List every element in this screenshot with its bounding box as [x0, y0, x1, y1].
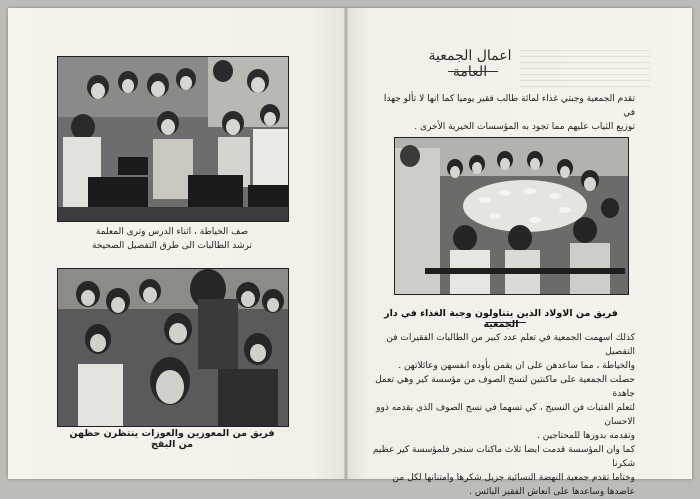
caption-line: صف الخياطة ، اثناء الدرس وترى المعلمة	[95, 227, 249, 237]
sewing-class-caption	[62, 225, 282, 253]
women-waiting-caption: فريق من المعوزين والعوزات ينتظرن حظهن من البقج	[69, 428, 275, 450]
text-line: والخياطة ، مما ساعدهن على ان يقمن بأوده انفسهن وعائلاتهن .	[398, 361, 635, 371]
text-line: حصلت الجمعية على ماكنتين لنسج الصوف من مؤسسة كير وهي تعمل جاهدة	[375, 375, 635, 399]
caption-line: ترشد الطالبات الى طرق التفصيل الصحيحة	[92, 241, 252, 251]
women-waiting-photo	[57, 268, 289, 427]
caption-underline	[486, 322, 526, 323]
text-line: كذلك اسهمت الجمعية في تعلم عدد كبير من الطالبات الفقيرات فن التفصيل	[386, 333, 635, 357]
show-through-text	[520, 50, 650, 90]
children-meal-caption: فريق من الاولاد الذين يتناولون وجبة الغذاء في دار الجمعية	[384, 308, 618, 330]
text-line: لتعلم الفتيات فن النسيج ، كي تسهما في نسج الصوف الذي يقدمه ذوو الاحسان	[376, 403, 635, 427]
text-line: وختاما تقدم جمعية النهضة النسائية جزيل شكرها وامتنانها لكل من	[392, 473, 635, 483]
text-line: وتقدمه بدورها للمحتاجين .	[537, 431, 635, 441]
text-line: توزيع الثياب عليهم مما تجود به المؤسسات الخيرية الأخرى .	[414, 122, 635, 132]
intro-paragraph	[373, 92, 635, 134]
sewing-class-photo	[57, 56, 289, 222]
text-line: عاضدها وساعدها على انعاش الفقير البائس .	[469, 487, 635, 497]
book-gutter	[344, 8, 348, 479]
page-title: اعمال الجمعية العامة	[428, 48, 512, 80]
main-paragraphs	[357, 331, 635, 499]
text-line: تقدم الجمعية وجبتي غذاء لمائة طالب فقير يوميا كما انها لا تألو جهدا في	[383, 94, 635, 118]
children-meal-photo	[394, 137, 629, 295]
text-line: كما وان المؤسسة قدمت ايضا ثلاث ماكنات سنجر فلمؤسسة كير عظيم شكرنا	[372, 445, 635, 469]
title-underline	[448, 71, 498, 72]
